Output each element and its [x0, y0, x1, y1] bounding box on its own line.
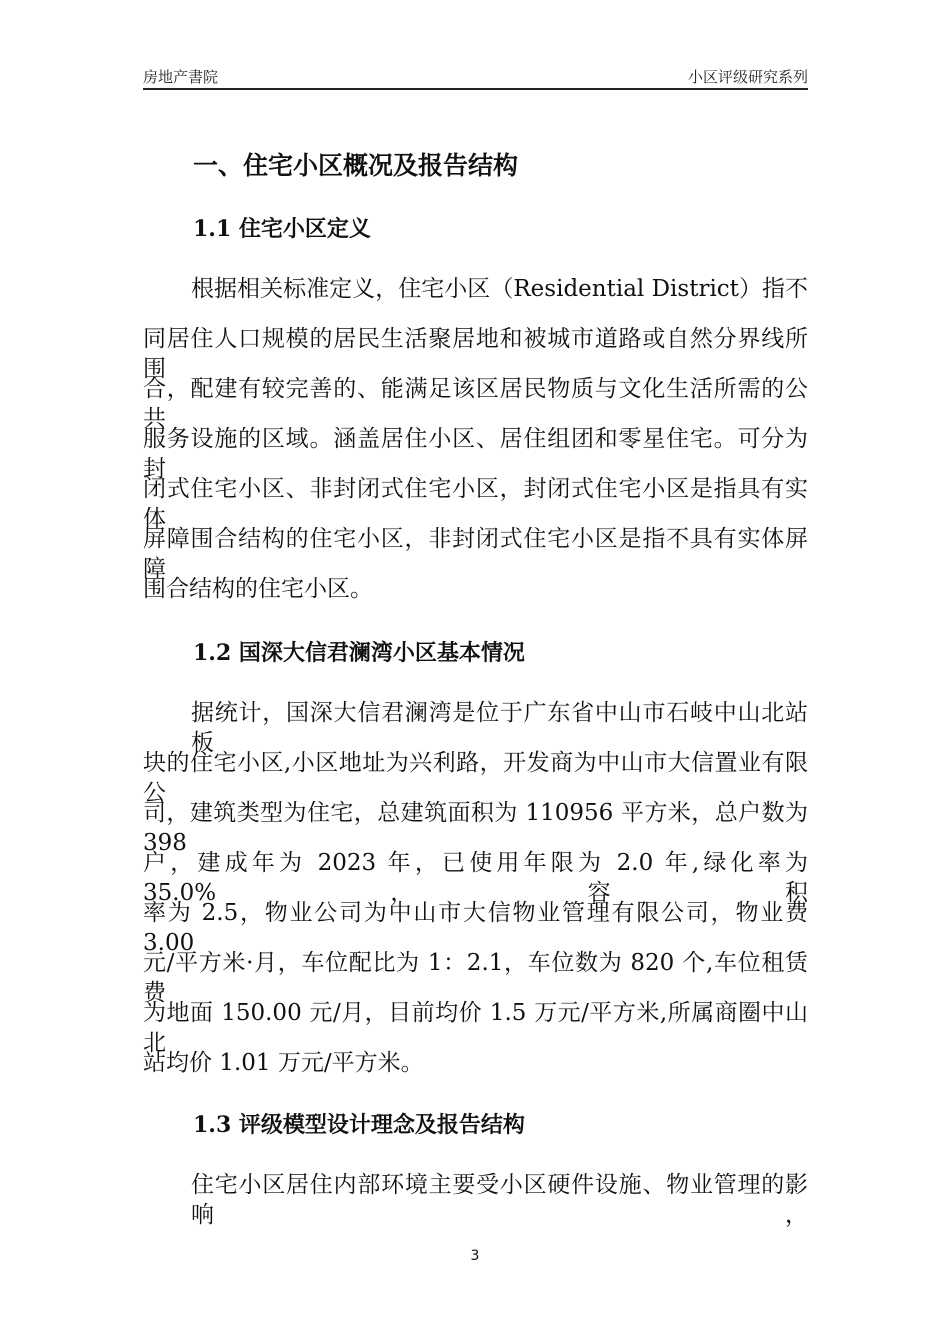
paragraph-line: 闭式住宅小区、非封闭式住宅小区，封闭式住宅小区是指具有实体: [143, 476, 808, 532]
paragraph-line: 站均价 1.01 万元/平方米。: [143, 1050, 424, 1076]
paragraph-line: 据统计，国深大信君澜湾是位于广东省中山市石岐中山北站板: [191, 700, 808, 756]
header-left: 房地产書院: [143, 68, 219, 86]
page-number: 3: [470, 1248, 480, 1264]
section-heading: 1.1 住宅小区定义: [193, 216, 371, 242]
section-heading: 1.3 评级模型设计理念及报告结构: [193, 1112, 525, 1138]
paragraph-line: 屏障围合结构的住宅小区，非封闭式住宅小区是指不具有实体屏障: [143, 526, 808, 582]
paragraph-line: 块的住宅小区,小区地址为兴利路，开发商为中山市大信置业有限公: [143, 750, 808, 806]
header-right: 小区评级研究系列: [687, 68, 808, 86]
chapter-heading: 一、住宅小区概况及报告结构: [193, 151, 519, 180]
paragraph-line: 服务设施的区域。涵盖居住小区、居住组团和零星住宅。可分为封: [143, 426, 808, 482]
paragraph-line: 同居住人口规模的居民生活聚居地和被城市道路或自然分界线所围: [143, 326, 808, 382]
section-heading: 1.2 国深大信君澜湾小区基本情况: [193, 640, 525, 666]
paragraph-line: 围合结构的住宅小区。: [143, 576, 373, 602]
paragraph-line: 率为 2.5，物业公司为中山市大信物业管理有限公司，物业费 3.00: [143, 900, 808, 956]
paragraph-line: 为地面 150.00 元/月，目前均价 1.5 万元/平方米,所属商圈中山北: [143, 1000, 808, 1056]
paragraph-line: 住宅小区居住内部环境主要受小区硬件设施、物业管理的影响，: [191, 1172, 808, 1228]
paragraph-line: 户，建成年为 2023 年，已使用年限为 2.0 年,绿化率为 35.0%，容积: [143, 850, 808, 906]
paragraph-line: 根据相关标准定义，住宅小区（Residential District）指不: [191, 276, 808, 302]
header-rule: [143, 88, 808, 90]
paragraph-line: 合，配建有较完善的、能满足该区居民物质与文化生活所需的公共: [143, 376, 808, 432]
paragraph-line: 司，建筑类型为住宅，总建筑面积为 110956 平方米，总户数为 398: [143, 800, 808, 856]
paragraph-line: 元/平方米·月，车位配比为 1：2.1，车位数为 820 个,车位租赁费: [143, 950, 808, 1006]
